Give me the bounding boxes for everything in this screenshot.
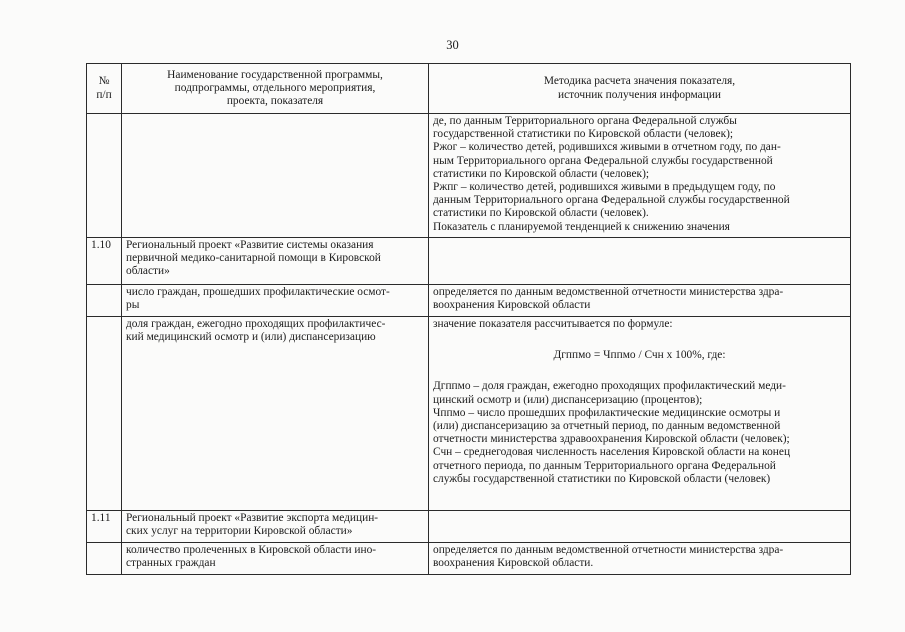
table-row — [87, 543, 851, 575]
row-method: определяется по данным ведомственной отчетности министерства здра- воохранения Кировской области — [429, 285, 851, 317]
header-method: Методика расчета значения показателя, источник получения информации — [429, 64, 851, 114]
row-num — [87, 543, 122, 575]
table-row — [87, 285, 851, 317]
row-num: 1.11 — [87, 511, 122, 543]
row-name: Региональный проект «Развитие системы оказания первичной медико-санитарной помощи в Кировской области» — [122, 238, 429, 285]
table-row — [87, 511, 851, 543]
formula: Дгппмо = Чппмо / Счн х 100%, где: — [553, 349, 726, 362]
row-method: де, по данным Территориального органа Федеральной службы государственной статистики по Кировской области (человек); Ржог – количество детей, родившихся живыми в отчетном году, по дан- ным Территориального органа Федеральной службы государственной статистики по Кировской области (человек); Ржпг – количество детей, родившихся живыми в предыдущем году, по данным Территориального органа Федеральной службы государственной статистики по Кировской области (человек). Показатель с планируемой тенденцией к снижению значения — [429, 114, 851, 238]
page-number: 30 — [446, 38, 459, 52]
header-name: Наименование государственной программы, подпрограммы, отдельного мероприятия, проекта, показателя — [122, 64, 429, 114]
row-name — [122, 114, 429, 238]
method-definitions: Дгппмо – доля граждан, ежегодно проходящих профилактический меди- цинский осмотр и (или) диспансеризацию (процентов); Чппмо – число прошедших профилактические медицинские осмотры и (или) диспансеризацию за отчетный период, по данным ведомственной отчетности министерства здравоохранения Кировской области (человек); Счн – среднегодовая численность населения Кировской области на конец отчетного периода, по данным Территориального органа Федеральной службы государственной статистики по Кировской области (человек) — [433, 380, 791, 485]
table-header-row — [87, 64, 851, 114]
indicator-methodology-table — [86, 63, 851, 575]
row-method — [429, 511, 851, 543]
row-method — [429, 238, 851, 285]
row-method: определяется по данным ведомственной отчетности министерства здра- воохранения Кировской области. — [429, 543, 851, 575]
row-name: Региональный проект «Развитие экспорта медицин- ских услуг на территории Кировской области» — [122, 511, 429, 543]
method-intro: значение показателя рассчитывается по формуле: — [433, 318, 673, 330]
row-name: число граждан, прошедших профилактические осмот- ры — [122, 285, 429, 317]
table-row — [87, 317, 851, 511]
row-num — [87, 114, 122, 238]
header-num: № п/п — [87, 64, 122, 114]
row-name: количество пролеченных в Кировской области ино- странных граждан — [122, 543, 429, 575]
row-num — [87, 317, 122, 511]
row-method — [429, 317, 851, 511]
row-name: доля граждан, ежегодно проходящих профилактичес- кий медицинский осмотр и (или) диспансеризацию — [122, 317, 429, 511]
table-row — [87, 114, 851, 238]
row-num — [87, 285, 122, 317]
row-num: 1.10 — [87, 238, 122, 285]
table-row — [87, 238, 851, 285]
